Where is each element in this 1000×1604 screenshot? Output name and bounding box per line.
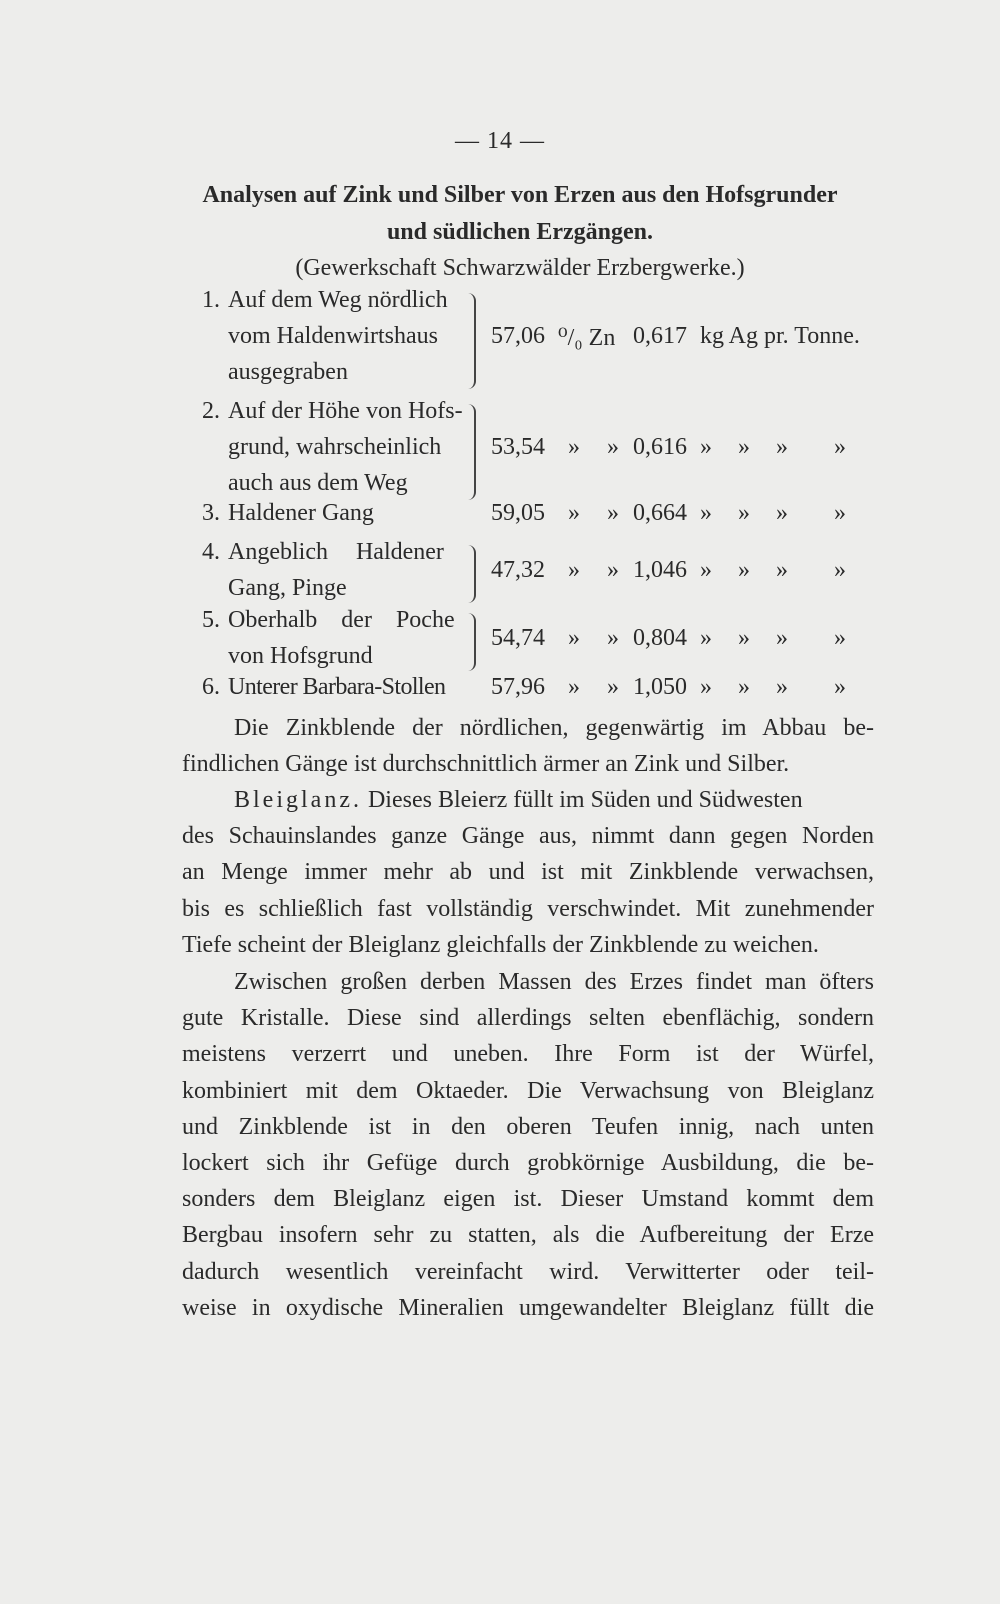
ditto-mark: » bbox=[834, 500, 846, 526]
silver-value: 0,804 bbox=[633, 625, 687, 651]
ditto-mark: » bbox=[738, 500, 750, 526]
ditto-mark: » bbox=[700, 434, 712, 460]
text-line bbox=[182, 782, 874, 818]
text-line: an Menge immer mehr ab und ist mit Zinkblende verwachsen, bbox=[182, 859, 874, 886]
text-line: gute Kristalle. Diese sind allerdings selten ebenflächig, sondern bbox=[182, 1005, 874, 1032]
paragraph-kristalle bbox=[182, 964, 874, 1326]
text-line: Tiefe scheint der Bleiglanz gleichfalls der Zinkblende zu weichen. bbox=[182, 931, 819, 958]
table-title-line-1: Analysen auf Zink und Silber von Erzen aus den Hofsgrunder bbox=[202, 182, 838, 208]
ditto-mark: » bbox=[607, 625, 619, 651]
location-line: Auf dem Weg nördlich bbox=[228, 287, 448, 313]
text-line: dadurch wesentlich vereinfacht wird. Verwitterter oder teil- bbox=[182, 1258, 874, 1285]
location-line: Oberhalb der Poche bbox=[228, 607, 455, 633]
text-line: findlichen Gänge ist durchschnittlich ärmer an Zink und Silber. bbox=[182, 751, 790, 778]
entry-number: 2. bbox=[202, 398, 220, 424]
ditto-mark: » bbox=[607, 557, 619, 583]
ditto-mark: » bbox=[700, 674, 712, 700]
ditto-mark: » bbox=[568, 674, 580, 700]
zinc-percent: 54,74 bbox=[491, 625, 545, 651]
section-lead: Bleiglanz. bbox=[234, 787, 362, 813]
zinc-percent: 53,54 bbox=[491, 434, 545, 460]
location-line: ausgegraben bbox=[228, 359, 348, 385]
ditto-mark: » bbox=[776, 434, 788, 460]
text-line: sonders dem Bleiglanz eigen ist. Dieser Umstand kommt dem bbox=[182, 1186, 874, 1213]
silver-unit: kg Ag pr. Tonne. bbox=[700, 323, 860, 349]
location-line: grund, wahrscheinlich bbox=[228, 434, 442, 460]
ditto-mark: » bbox=[607, 500, 619, 526]
brace bbox=[466, 613, 476, 671]
ditto-mark: » bbox=[568, 434, 580, 460]
text-line: bis es schließlich fast vollständig verschwindet. Mit zunehmender bbox=[182, 895, 874, 922]
ditto-mark: » bbox=[834, 434, 846, 460]
ditto-mark: » bbox=[834, 625, 846, 651]
table-subtitle: (Gewerkschaft Schwarzwälder Erzbergwerke.) bbox=[295, 255, 745, 281]
ditto-mark: » bbox=[568, 557, 580, 583]
ditto-mark: » bbox=[776, 557, 788, 583]
brace bbox=[466, 404, 476, 500]
location-line: Auf der Höhe von Hofs- bbox=[228, 398, 463, 424]
ditto-mark: » bbox=[776, 625, 788, 651]
location-line: auch aus dem Weg bbox=[228, 470, 408, 496]
zinc-percent: 47,32 bbox=[491, 557, 545, 583]
ditto-mark: » bbox=[607, 434, 619, 460]
ditto-mark: » bbox=[776, 674, 788, 700]
ditto-mark: » bbox=[834, 674, 846, 700]
paragraph-zinkblende bbox=[182, 710, 874, 782]
ditto-mark: » bbox=[776, 500, 788, 526]
ditto-mark: » bbox=[834, 557, 846, 583]
zinc-percent: 57,96 bbox=[491, 674, 545, 700]
ditto-mark: » bbox=[700, 625, 712, 651]
ditto-mark: » bbox=[607, 674, 619, 700]
table-title-line-2: und südlichen Erzgängen. bbox=[386, 219, 654, 245]
brace bbox=[466, 545, 476, 603]
text-line: meistens verzerrt und uneben. Ihre Form ist der Würfel, bbox=[182, 1041, 874, 1068]
location-line: von Hofsgrund bbox=[228, 643, 373, 669]
location-line: Unterer Barbara-Stollen bbox=[228, 674, 446, 700]
ditto-mark: » bbox=[568, 625, 580, 651]
entry-number: 4. bbox=[202, 539, 220, 565]
ditto-mark: » bbox=[738, 674, 750, 700]
silver-value: 1,046 bbox=[633, 557, 687, 583]
page-number: — 14 — bbox=[455, 128, 545, 154]
text-line: kombiniert mit dem Oktaeder. Die Verwachsung von Bleiglanz bbox=[182, 1077, 874, 1104]
ditto-mark: » bbox=[568, 500, 580, 526]
text-line-rest: Dieses Bleierz füllt im Süden und Südwesten bbox=[361, 787, 803, 813]
location-line: Angeblich Haldener bbox=[228, 539, 444, 565]
text-line: Bergbau insofern sehr zu statten, als die Aufbereitung der Erze bbox=[182, 1222, 874, 1249]
text-line: weise in oxydische Mineralien umgewandelter Bleiglanz füllt die bbox=[182, 1294, 874, 1321]
entry-number: 5. bbox=[202, 607, 220, 633]
brace bbox=[466, 293, 476, 389]
location-line: Haldener Gang bbox=[228, 500, 374, 526]
paragraph-bleiglanz bbox=[182, 782, 874, 963]
zinc-unit: ⁰/₀ Zn bbox=[558, 325, 616, 351]
entry-number: 3. bbox=[202, 500, 220, 526]
entry-number: 6. bbox=[202, 674, 220, 700]
zinc-percent: 59,05 bbox=[491, 500, 545, 526]
silver-value: 0,617 bbox=[633, 323, 687, 349]
text-line: Die Zinkblende der nördlichen, gegenwärtig im Abbau be- bbox=[234, 715, 874, 741]
location-line: Gang, Pinge bbox=[228, 575, 347, 601]
silver-value: 0,664 bbox=[633, 500, 687, 526]
zinc-percent: 57,06 bbox=[491, 323, 545, 349]
silver-value: 1,050 bbox=[633, 674, 687, 700]
ditto-mark: » bbox=[700, 557, 712, 583]
ditto-mark: » bbox=[738, 434, 750, 460]
text-line: und Zinkblende ist in den oberen Teufen innig, nach unten bbox=[182, 1113, 874, 1140]
text-line: des Schauinslandes ganze Gänge aus, nimmt dann gegen Norden bbox=[182, 823, 874, 850]
ditto-mark: » bbox=[738, 557, 750, 583]
location-line: vom Haldenwirtshaus bbox=[228, 323, 438, 349]
silver-value: 0,616 bbox=[633, 434, 687, 460]
ditto-mark: » bbox=[738, 625, 750, 651]
ditto-mark: » bbox=[700, 500, 712, 526]
entry-number: 1. bbox=[202, 287, 220, 313]
text-line: lockert sich ihr Gefüge durch grobkörnige Ausbildung, die be- bbox=[182, 1149, 874, 1176]
text-line: Zwischen großen derben Massen des Erzes findet man öfters bbox=[234, 969, 874, 995]
